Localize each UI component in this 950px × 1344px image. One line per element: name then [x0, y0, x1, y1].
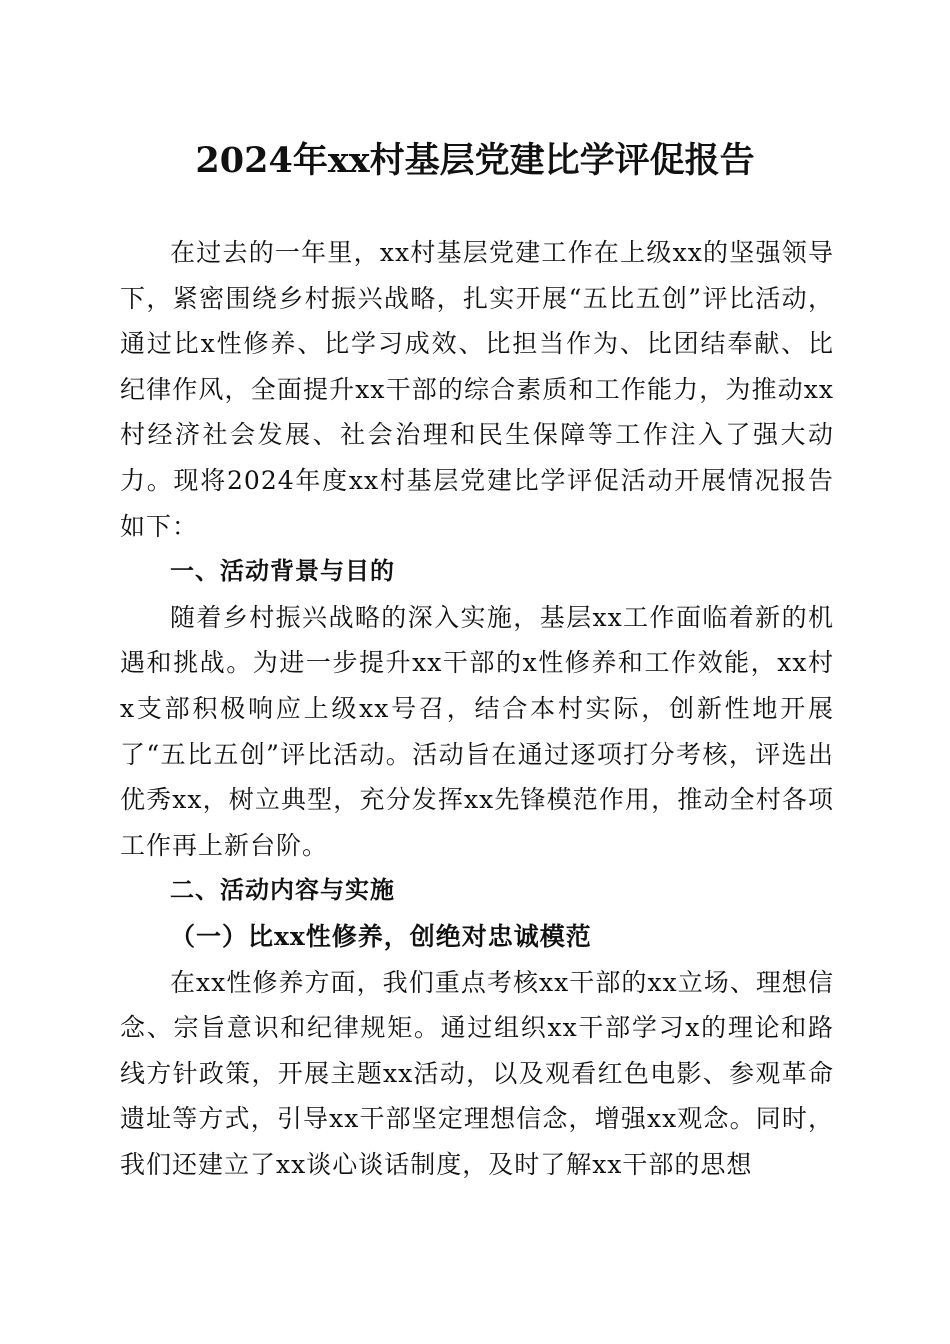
section-1-heading: 一、活动背景与目的 — [170, 557, 395, 586]
subsection-1-paragraph: 在xx性修养方面，我们重点考核xx干部的xx立场、理想信念、宗旨意识和纪律规矩。通过组织xx干部学习x的理论和路线方针政策，开展主题xx活动，以及观看红色电影、参观革命遗址等方式，引导xx干部坚定理想信念，增强xx观念。同时，我们还建立了xx谈心谈话制度，及时了解xx干部的思想 — [120, 967, 834, 1179]
section-1-paragraph: 随着乡村振兴战略的深入实施，基层xx工作面临着新的机遇和挑战。为进一步提升xx干部的x性修养和工作效能，xx村x支部积极响应上级xx号召，结合本村实际，创新性地开展了“五比五创”评比活动。活动旨在通过逐项打分考核，评选出优秀xx，树立典型，充分发挥xx先锋模范作用，推动全村各项工作再上新台阶。 — [120, 602, 834, 860]
document-body — [120, 230, 834, 1187]
section-2-heading: 二、活动内容与实施 — [170, 876, 395, 905]
subsection-1-heading: （一）比xx性修养，创绝对忠诚模范 — [170, 921, 592, 951]
intro-paragraph: 在过去的一年里，xx村基层党建工作在上级xx的坚强领导下，紧密围绕乡村振兴战略，扎实开展“五比五创”评比活动，通过比x性修养、比学习成效、比担当作为、比团结奉献、比纪律作风，全面提升xx干部的综合素质和工作能力，为推动xx村经济社会发展、社会治理和民生保障等工作注入了强大动力。现将2024年度xx村基层党建比学评促活动开展情况报告如下： — [120, 238, 834, 541]
document-title: 2024年xx村基层党建比学评促报告 — [195, 140, 755, 181]
